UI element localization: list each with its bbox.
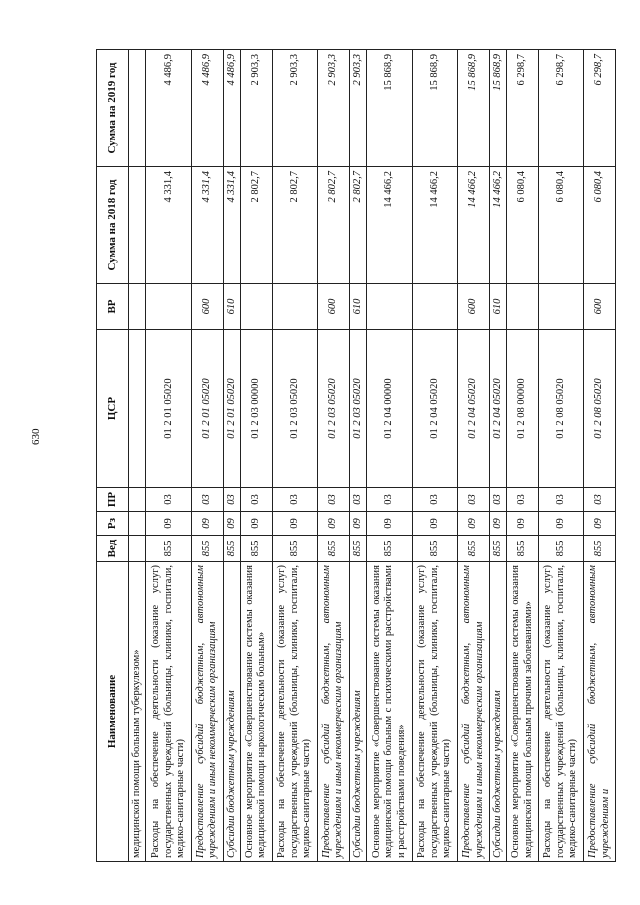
table-row (129, 50, 146, 862)
header-rz: Рз (97, 512, 129, 536)
table-cell-name: Расходы на обеспечение деятельности (оказание услуг) государственных учреждений (больницы, клиники, госпитали, медико-санитарные части) (146, 562, 192, 862)
table-cell-sum-2019: 2 903,3 (272, 50, 318, 167)
table-cell-vr: 610 (349, 284, 366, 330)
table-cell-sum-2018: 4 331,4 (223, 167, 240, 284)
table-row (538, 50, 584, 862)
table-cell-pr: 03 (241, 488, 273, 512)
table-cell-name: Предоставление субсидий бюджетным, автономным учреждениям и иным некоммерческим организациям (318, 562, 350, 862)
table-cell-rz: 09 (538, 512, 584, 536)
table-cell-vr (507, 284, 539, 330)
table-cell-name: Основное мероприятие «Совершенствование системы оказания медицинской помощи наркологическим больным» (241, 562, 273, 862)
header-csr: ЦСР (97, 330, 129, 488)
table-cell-csr: 01 2 08 05020 (584, 330, 616, 488)
table-cell-sum-2018: 2 802,7 (272, 167, 318, 284)
table-cell-sum-2019: 4 486,9 (192, 50, 224, 167)
table-row (223, 50, 240, 862)
table-cell-pr: 03 (146, 488, 192, 512)
table-cell-pr: 03 (192, 488, 224, 512)
table-cell-sum-2019: 6 298,7 (584, 50, 616, 167)
table-cell-pr: 03 (412, 488, 458, 512)
table-cell-csr: 01 2 03 05020 (272, 330, 318, 488)
table-cell-csr: 01 2 03 05020 (318, 330, 350, 488)
table-cell-sum-2018: 14 466,2 (367, 167, 413, 284)
table-cell-sum-2018: 2 802,7 (318, 167, 350, 284)
table-row (349, 50, 366, 862)
table-cell-sum-2019: 15 868,9 (412, 50, 458, 167)
table-cell-sum-2019: 6 298,7 (507, 50, 539, 167)
table-row (507, 50, 539, 862)
table-cell-sum-2018: 14 466,2 (412, 167, 458, 284)
table-cell-csr: 01 2 01 05020 (192, 330, 224, 488)
table-cell-sum-2018: 6 080,4 (538, 167, 584, 284)
table-cell-sum-2019: 2 903,3 (318, 50, 350, 167)
table-row (318, 50, 350, 862)
table-cell-rz: 09 (318, 512, 350, 536)
table-cell-vr (538, 284, 584, 330)
table-cell-vr (241, 284, 273, 330)
table-cell-rz: 09 (146, 512, 192, 536)
table-cell-ved: 855 (146, 536, 192, 562)
table-row (489, 50, 506, 862)
table-cell-rz: 09 (223, 512, 240, 536)
table-cell-sum-2018: 2 802,7 (241, 167, 273, 284)
table-cell-csr (129, 330, 146, 488)
table-row (367, 50, 413, 862)
table-cell-csr: 01 2 04 00000 (367, 330, 413, 488)
table-cell-ved: 855 (192, 536, 224, 562)
table-cell-pr: 03 (538, 488, 584, 512)
table-row (584, 50, 616, 862)
table-cell-rz: 09 (367, 512, 413, 536)
table-cell-ved: 855 (412, 536, 458, 562)
table-cell-vr (412, 284, 458, 330)
table-cell-pr: 03 (367, 488, 413, 512)
table-cell-name: Расходы на обеспечение деятельности (оказание услуг) государственных учреждений (больницы, клиники, госпитали, медико-санитарные части) (538, 562, 584, 862)
table-cell-sum-2018: 6 080,4 (507, 167, 539, 284)
table-row (192, 50, 224, 862)
table-cell-csr: 01 2 03 00000 (241, 330, 273, 488)
table-cell-sum-2018: 14 466,2 (458, 167, 490, 284)
table-cell-vr: 610 (489, 284, 506, 330)
table-cell-ved: 855 (241, 536, 273, 562)
table-cell-sum-2018: 14 466,2 (489, 167, 506, 284)
table-cell-ved (129, 536, 146, 562)
table-cell-sum-2019: 6 298,7 (538, 50, 584, 167)
table-cell-vr (129, 284, 146, 330)
table-cell-pr: 03 (507, 488, 539, 512)
table-row (146, 50, 192, 862)
table-cell-name: Предоставление субсидий бюджетным, автономным учреждениям и иным некоммерческим организациям (458, 562, 490, 862)
table-cell-rz: 09 (458, 512, 490, 536)
table-cell-sum-2019: 4 486,9 (146, 50, 192, 167)
table-cell-sum-2019: 15 868,9 (458, 50, 490, 167)
table-cell-ved: 855 (507, 536, 539, 562)
header-sum-2019: Сумма на 2019 год (97, 50, 129, 167)
table-cell-name: Основное мероприятие «Совершенствование системы оказания медицинской помощи больным с психическими расстройствами и расстройствами поведения» (367, 562, 413, 862)
header-sum-2018: Сумма на 2018 год (97, 167, 129, 284)
table-cell-csr: 01 2 04 05020 (412, 330, 458, 488)
table-cell-csr: 01 2 03 05020 (349, 330, 366, 488)
table-cell-vr (367, 284, 413, 330)
table-cell-csr: 01 2 08 05020 (538, 330, 584, 488)
table-cell-ved: 855 (367, 536, 413, 562)
table-cell-rz: 09 (272, 512, 318, 536)
table-row (412, 50, 458, 862)
table-cell-rz: 09 (584, 512, 616, 536)
table-cell-rz (129, 512, 146, 536)
header-name: Наименование (97, 562, 129, 862)
table-cell-pr: 03 (489, 488, 506, 512)
table-cell-vr: 600 (192, 284, 224, 330)
table-cell-pr: 03 (318, 488, 350, 512)
table-cell-ved: 855 (584, 536, 616, 562)
table-cell-name: Субсидии бюджетным учреждениям (349, 562, 366, 862)
table-cell-vr: 600 (458, 284, 490, 330)
table-cell-ved: 855 (318, 536, 350, 562)
table-cell-rz: 09 (349, 512, 366, 536)
table-cell-ved: 855 (223, 536, 240, 562)
table-cell-csr: 01 2 01 05020 (223, 330, 240, 488)
table-cell-vr: 600 (584, 284, 616, 330)
table-cell-sum-2019: 15 868,9 (367, 50, 413, 167)
table-row (458, 50, 490, 862)
table-cell-sum-2019: 2 903,3 (349, 50, 366, 167)
table-cell-sum-2018: 4 331,4 (146, 167, 192, 284)
table-cell-csr: 01 2 01 05020 (146, 330, 192, 488)
table-cell-name: Основное мероприятие «Совершенствование системы оказания медицинской помощи больным прочими заболеваниями» (507, 562, 539, 862)
budget-table (96, 49, 616, 862)
table-cell-vr: 610 (223, 284, 240, 330)
table-cell-pr: 03 (584, 488, 616, 512)
table-cell-ved: 855 (489, 536, 506, 562)
table-cell-sum-2019 (129, 50, 146, 167)
table-cell-pr: 03 (223, 488, 240, 512)
table-cell-sum-2018: 2 802,7 (349, 167, 366, 284)
table-cell-vr (146, 284, 192, 330)
table-cell-ved: 855 (272, 536, 318, 562)
table-cell-pr: 03 (349, 488, 366, 512)
table-cell-rz: 09 (507, 512, 539, 536)
table-cell-csr: 01 2 04 05020 (458, 330, 490, 488)
table-cell-sum-2018: 6 080,4 (584, 167, 616, 284)
table-cell-name: Субсидии бюджетным учреждениям (223, 562, 240, 862)
table-cell-rz: 09 (412, 512, 458, 536)
table-cell-sum-2019: 4 486,9 (223, 50, 240, 167)
header-vr: ВР (97, 284, 129, 330)
table-cell-pr (129, 488, 146, 512)
table-row (272, 50, 318, 862)
header-ved: Вед (97, 536, 129, 562)
table-cell-rz: 09 (192, 512, 224, 536)
table-cell-sum-2019: 15 868,9 (489, 50, 506, 167)
table-cell-csr: 01 2 04 05020 (489, 330, 506, 488)
table-cell-sum-2018: 4 331,4 (192, 167, 224, 284)
table-cell-name: Расходы на обеспечение деятельности (оказание услуг) государственных учреждений (больницы, клиники, госпитали, медико-санитарные части) (272, 562, 318, 862)
table-cell-ved: 855 (458, 536, 490, 562)
table-header-row (97, 50, 129, 862)
table-cell-rz: 09 (489, 512, 506, 536)
table-cell-name: Субсидии бюджетным учреждениям (489, 562, 506, 862)
table-cell-name: медицинской помощи больным туберкулезом» (129, 562, 146, 862)
table-cell-ved: 855 (538, 536, 584, 562)
table-row (241, 50, 273, 862)
table-cell-sum-2018 (129, 167, 146, 284)
table-cell-name: Предоставление субсидий бюджетным, автономным учреждениям и иным некоммерческим организациям (192, 562, 224, 862)
table-cell-name: Расходы на обеспечение деятельности (оказание услуг) государственных учреждений (больницы, клиники, госпитали, медико-санитарные части) (412, 562, 458, 862)
table-cell-name: Предоставление субсидий бюджетным, автономным учреждениям и (584, 562, 616, 862)
table-cell-pr: 03 (272, 488, 318, 512)
table-cell-sum-2019: 2 903,3 (241, 50, 273, 167)
table-cell-vr: 600 (318, 284, 350, 330)
table-cell-rz: 09 (241, 512, 273, 536)
table-cell-vr (272, 284, 318, 330)
table-cell-csr: 01 2 08 00000 (507, 330, 539, 488)
page-number: 630 (30, 428, 42, 445)
table-cell-pr: 03 (458, 488, 490, 512)
header-pr: ПР (97, 488, 129, 512)
table-cell-ved: 855 (349, 536, 366, 562)
rotated-page-content (96, 50, 616, 862)
